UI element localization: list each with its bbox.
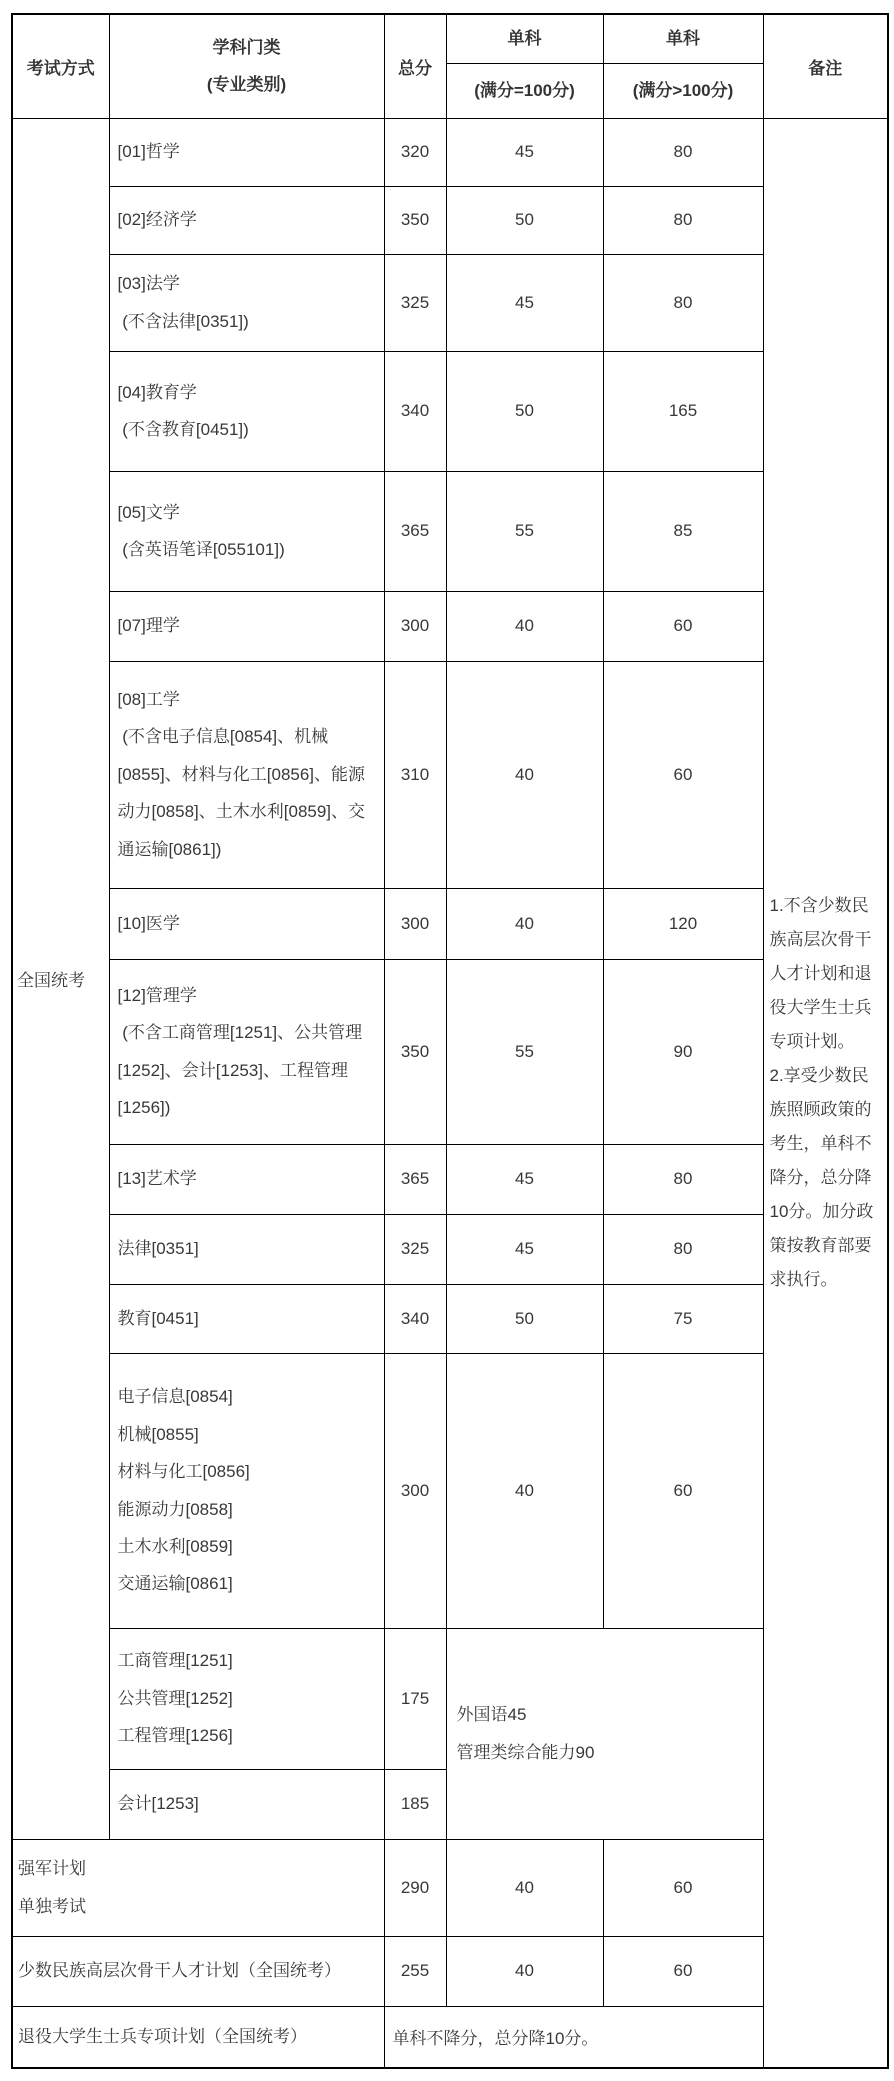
subject-line: (不含教育[0451]) (117, 420, 249, 439)
single100-cell: 40 (446, 1839, 603, 1936)
header-subject-category (109, 14, 384, 118)
total-cell: 350 (384, 959, 446, 1144)
header-single-over100-label: 单科 (666, 29, 700, 49)
subject-line: 会计[1253] (117, 1794, 199, 1814)
score-line-table (11, 13, 889, 2069)
single100-cell: 55 (446, 959, 603, 1144)
total-cell: 175 (384, 1628, 446, 1769)
single100-cell: 40 (446, 1936, 603, 2006)
table-row (12, 1353, 888, 1628)
remark-item-1: 1.不含少数民族高层次骨干人才计划和退役大学生士兵专项计划。 (769, 895, 872, 1051)
subject-line: [08]工学 (117, 690, 180, 710)
single100-cell: 50 (446, 186, 603, 254)
over100-cell: 80 (603, 254, 763, 351)
table-row (12, 118, 888, 186)
single100-cell: 45 (446, 254, 603, 351)
subject-line: (含英语笔译[055101]) (117, 540, 285, 559)
remark-cell (763, 118, 888, 2068)
single100-cell: 45 (446, 1144, 603, 1214)
management-note-line: 管理类综合能力90 (456, 1742, 595, 1762)
table-row (12, 1839, 888, 1936)
total-cell: 325 (384, 1214, 446, 1284)
header-subject-line1: 学科门类 (212, 37, 281, 57)
total-cell: 255 (384, 1936, 446, 2006)
subject-line: 教育[0451] (117, 1308, 199, 1328)
over100-cell: 80 (603, 186, 763, 254)
subject-line: [04]教育学 (117, 382, 197, 402)
header-single-over100-sublabel: (满分>100分) (632, 80, 734, 100)
single100-cell: 50 (446, 351, 603, 471)
over100-cell: 85 (603, 471, 763, 591)
table-row (12, 959, 888, 1144)
exam-method-line: 退役大学生士兵专项计划（全国统考） (18, 2027, 307, 2047)
subject-line: [05]文学 (117, 502, 180, 522)
over100-cell: 60 (603, 1936, 763, 2006)
total-cell: 340 (384, 1284, 446, 1353)
subject-line: 能源动力[0858] (117, 1499, 233, 1519)
subject-cell (109, 959, 384, 1144)
single100-cell: 40 (446, 1353, 603, 1628)
single100-cell: 55 (446, 471, 603, 591)
table-row (12, 471, 888, 591)
subject-line: [02]经济学 (117, 210, 197, 230)
subject-line: 工商管理[1251] (117, 1651, 233, 1671)
subject-cell (109, 661, 384, 888)
single100-cell: 40 (446, 591, 603, 661)
total-cell: 300 (384, 591, 446, 661)
subject-cell (109, 471, 384, 591)
exam-method-line: 强军计划 (18, 1859, 86, 1879)
single100-cell: 50 (446, 1284, 603, 1353)
over100-cell: 75 (603, 1284, 763, 1353)
subject-cell (109, 1284, 384, 1353)
table-row (12, 1144, 888, 1214)
header-subject-line2: (专业类别) (206, 75, 287, 95)
exam-method-line: 单独考试 (18, 1896, 86, 1916)
subject-cell (109, 186, 384, 254)
subject-cell (109, 1214, 384, 1284)
subject-line: (不含工商管理[1251]、公共管理[1252]、会计[1253]、工程管理[1256]) (117, 1023, 363, 1117)
subject-line: 材料与化工[0856] (117, 1462, 250, 1482)
subject-line: [01]哲学 (117, 142, 180, 162)
table-row (12, 254, 888, 351)
subject-cell (109, 1144, 384, 1214)
subject-line: 电子信息[0854] (117, 1387, 233, 1407)
header-exam-method: 考试方式 (12, 14, 109, 118)
subject-cell (109, 591, 384, 661)
table-row (12, 661, 888, 888)
table-row (12, 591, 888, 661)
total-cell: 365 (384, 1144, 446, 1214)
total-cell: 340 (384, 351, 446, 471)
header-total-score: 总分 (384, 14, 446, 118)
subject-line: 交通运输[0861] (117, 1574, 233, 1594)
table-row (12, 2006, 888, 2068)
exam-method-cell (12, 2006, 384, 2068)
over100-cell: 60 (603, 1839, 763, 1936)
header-single-full100-title (446, 14, 603, 63)
subject-cell (109, 1769, 384, 1839)
subject-line: [12]管理学 (117, 985, 197, 1005)
total-cell: 300 (384, 888, 446, 959)
subject-line: (不含法律[0351]) (117, 311, 249, 331)
score-adjustment-note-cell: 单科不降分，总分降10分。 (384, 2006, 763, 2068)
management-note-line: 外国语45 (456, 1705, 527, 1725)
subject-cell (109, 118, 384, 186)
table-row (12, 1214, 888, 1284)
remark-item-2: 2.享受少数民族照顾政策的考生，单科不降分，总分降10分。加分政策按教育部要求执行。 (769, 1065, 874, 1289)
subject-line: 工程管理[1256] (117, 1726, 233, 1746)
subject-line: [13]艺术学 (117, 1169, 197, 1189)
total-cell: 300 (384, 1353, 446, 1628)
over100-cell: 90 (603, 959, 763, 1144)
over100-cell: 80 (603, 1144, 763, 1214)
subject-cell (109, 888, 384, 959)
table-row (12, 888, 888, 959)
subject-line: 土木水利[0859] (117, 1536, 233, 1556)
header-single-full100-sub (446, 63, 603, 118)
subject-line: [03]法学 (117, 274, 180, 294)
over100-cell: 80 (603, 1214, 763, 1284)
exam-method-cell (12, 1936, 384, 2006)
subject-line: [10]医学 (117, 913, 180, 933)
table-row (12, 1628, 888, 1769)
management-single-subject-note-cell (446, 1628, 763, 1839)
total-cell: 365 (384, 471, 446, 591)
subject-cell (109, 1353, 384, 1628)
single100-cell: 45 (446, 1214, 603, 1284)
single100-cell: 45 (446, 118, 603, 186)
over100-cell: 60 (603, 661, 763, 888)
total-cell: 185 (384, 1769, 446, 1839)
over100-cell: 80 (603, 118, 763, 186)
header-single-over100-sub (603, 63, 763, 118)
subject-line: 机械[0855] (117, 1424, 199, 1444)
header-single-full100-label: 单科 (507, 29, 542, 49)
subject-line: [07]理学 (117, 616, 180, 636)
over100-cell: 60 (603, 1353, 763, 1628)
header-single-over100-title (603, 14, 763, 63)
total-cell: 350 (384, 186, 446, 254)
header-single-full100-sublabel: (满分=100分) (474, 80, 575, 100)
subject-cell (109, 1628, 384, 1769)
table-row (12, 186, 888, 254)
table-row (12, 351, 888, 471)
table-row (12, 1284, 888, 1353)
over100-cell: 120 (603, 888, 763, 959)
total-cell: 290 (384, 1839, 446, 1936)
table-row (12, 1936, 888, 2006)
subject-line: 法律[0351] (117, 1239, 199, 1259)
over100-cell: 60 (603, 591, 763, 661)
over100-cell: 165 (603, 351, 763, 471)
total-cell: 320 (384, 118, 446, 186)
single100-cell: 40 (446, 888, 603, 959)
subject-line: 公共管理[1252] (117, 1688, 233, 1708)
header-remark: 备注 (763, 14, 888, 118)
total-cell: 310 (384, 661, 446, 888)
exam-method-cell (12, 1839, 384, 1936)
single100-cell: 40 (446, 661, 603, 888)
subject-cell (109, 351, 384, 471)
exam-method-line: 少数民族高层次骨干人才计划（全国统考） (18, 1961, 341, 1981)
total-cell: 325 (384, 254, 446, 351)
exam-method-group-cell: 全国统考 (12, 118, 109, 1839)
subject-line: (不含电子信息[0854]、机械[0855]、材料与化工[0856]、能源动力[0858]、土木水利[0859]、交通运输[0861]) (117, 727, 366, 859)
header-row-1 (12, 14, 888, 63)
subject-cell (109, 254, 384, 351)
